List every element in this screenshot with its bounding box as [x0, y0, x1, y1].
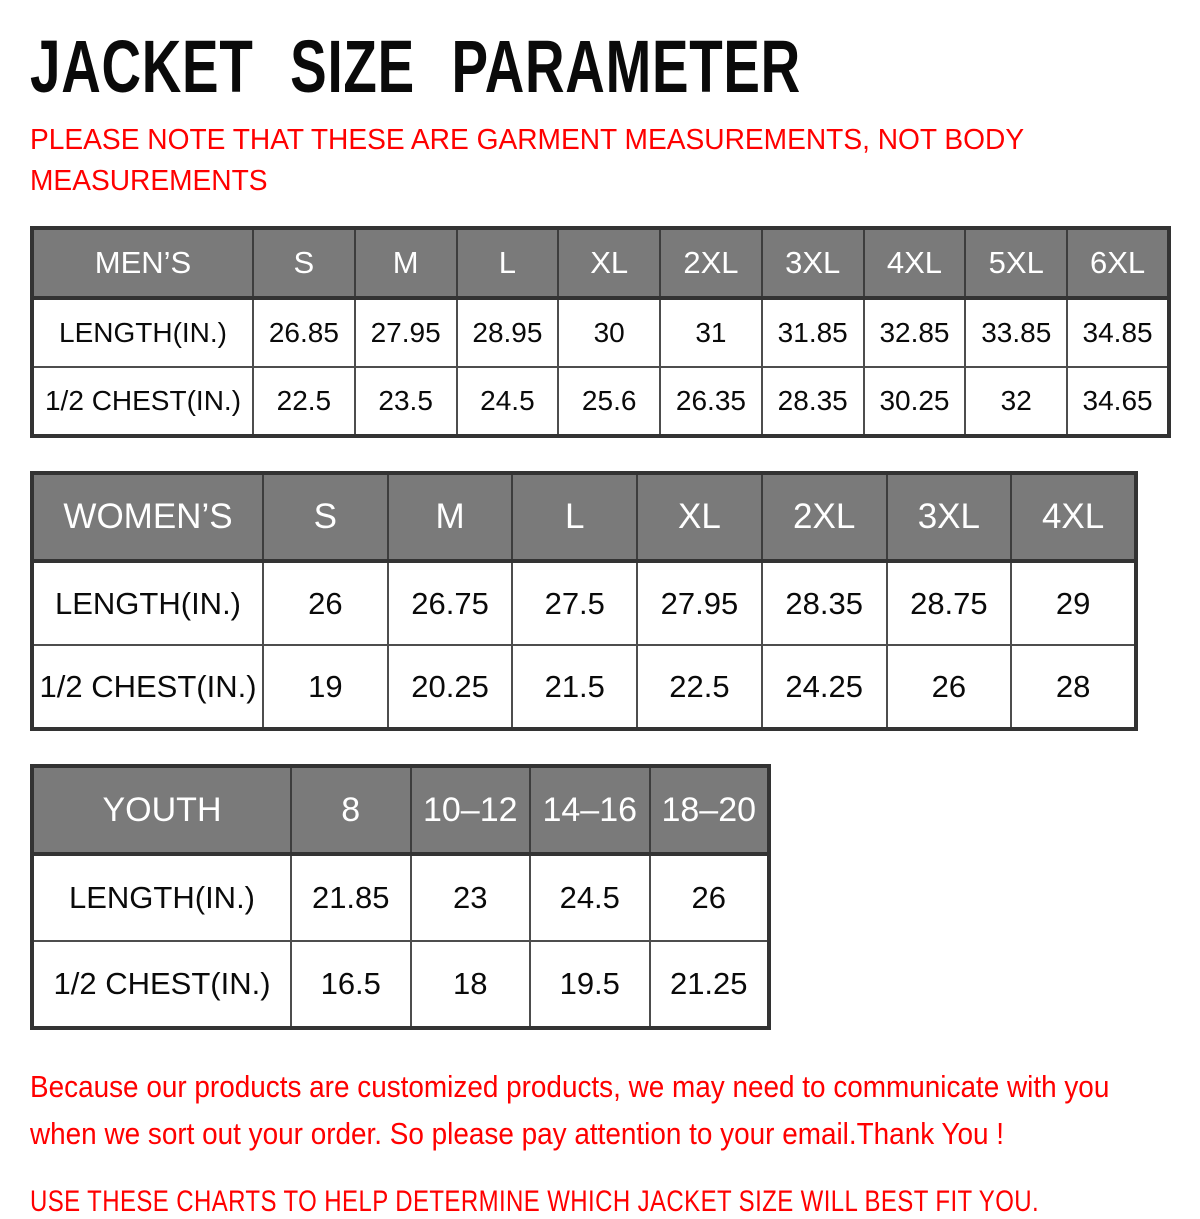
mens-row-label: 1/2 CHEST(IN.): [32, 367, 253, 436]
mens-size-header: L: [457, 228, 559, 298]
youth-measurement-value: 21.85: [291, 854, 411, 941]
mens-measurement-value: 28.35: [762, 367, 864, 436]
womens-size-header: L: [512, 473, 637, 561]
mens-size-header: S: [253, 228, 355, 298]
mens-size-header: 2XL: [660, 228, 762, 298]
youth-size-header: 14–16: [530, 766, 650, 854]
youth-measurement-value: 23: [411, 854, 531, 941]
mens-measurement-value: 34.85: [1067, 298, 1169, 367]
youth-measurement-value: 19.5: [530, 941, 650, 1028]
womens-measurement-value: 28.75: [887, 561, 1012, 645]
womens-measurement-value: 20.25: [388, 645, 513, 729]
mens-table-title: MEN’S: [32, 228, 253, 298]
womens-measurement-value: 22.5: [637, 645, 762, 729]
youth-measurement-value: 18: [411, 941, 531, 1028]
mens-measurement-value: 31: [660, 298, 762, 367]
womens-measurement-value: 26: [263, 561, 388, 645]
customization-notice-line-1: Because our products are customized products, we may need to communicate with you: [30, 1069, 1110, 1105]
youth-row-label: 1/2 CHEST(IN.): [32, 941, 291, 1028]
youth-size-header: 18–20: [650, 766, 770, 854]
page-title: JACKET SIZE PARAMETER: [30, 25, 801, 108]
womens-row-label: 1/2 CHEST(IN.): [32, 645, 263, 729]
mens-measurement-value: 32: [965, 367, 1067, 436]
womens-size-header: XL: [637, 473, 762, 561]
size-tables: [30, 226, 1200, 1030]
mens-measurement-value: 30: [558, 298, 660, 367]
mens-header-row: [32, 228, 1169, 298]
youth-table-title: YOUTH: [32, 766, 291, 854]
mens-measurement-value: 26.35: [660, 367, 762, 436]
mens-size-header: 3XL: [762, 228, 864, 298]
womens-measurement-value: 27.95: [637, 561, 762, 645]
youth-size-header: 10–12: [411, 766, 531, 854]
womens-measurement-row: [32, 645, 1136, 729]
garment-measurement-note: [30, 120, 1200, 202]
womens-row-label: LENGTH(IN.): [32, 561, 263, 645]
womens-size-header: 3XL: [887, 473, 1012, 561]
youth-size-header: 8: [291, 766, 411, 854]
womens-measurement-value: 27.5: [512, 561, 637, 645]
chart-usage-hint: USE THESE CHARTS TO HELP DETERMINE WHICH JACKET SIZE WILL BEST FIT YOU.: [30, 1184, 1040, 1218]
womens-measurement-value: 28.35: [762, 561, 887, 645]
womens-size-header: 2XL: [762, 473, 887, 561]
mens-measurement-value: 28.95: [457, 298, 559, 367]
mens-measurement-row: [32, 367, 1169, 436]
youth-measurement-row: [32, 854, 769, 941]
mens-size-header: 5XL: [965, 228, 1067, 298]
youth-measurement-value: 24.5: [530, 854, 650, 941]
mens-measurement-value: 32.85: [864, 298, 966, 367]
womens-measurement-value: 26: [887, 645, 1012, 729]
womens-size-header: 4XL: [1011, 473, 1136, 561]
womens-measurement-row: [32, 561, 1136, 645]
mens-row-label: LENGTH(IN.): [32, 298, 253, 367]
mens-measurement-value: 23.5: [355, 367, 457, 436]
womens-size-header: S: [263, 473, 388, 561]
womens-size-table: [30, 471, 1138, 731]
mens-size-table: [30, 226, 1171, 438]
womens-measurement-value: 21.5: [512, 645, 637, 729]
youth-size-table: [30, 764, 771, 1030]
womens-measurement-value: 19: [263, 645, 388, 729]
mens-measurement-value: 27.95: [355, 298, 457, 367]
note-line-1: PLEASE NOTE THAT THESE ARE GARMENT MEASUREMENTS, NOT BODY: [30, 124, 1025, 156]
youth-header-row: [32, 766, 769, 854]
womens-measurement-value: 29: [1011, 561, 1136, 645]
mens-measurement-value: 31.85: [762, 298, 864, 367]
womens-table-title: WOMEN’S: [32, 473, 263, 561]
mens-size-header: 6XL: [1067, 228, 1169, 298]
youth-measurement-value: 21.25: [650, 941, 770, 1028]
mens-measurement-value: 30.25: [864, 367, 966, 436]
note-line-2: MEASUREMENTS: [30, 165, 268, 198]
youth-measurement-value: 16.5: [291, 941, 411, 1028]
customization-notice-line-2: when we sort out your order. So please pay attention to your email.Thank You !: [30, 1116, 1004, 1152]
youth-measurement-value: 26: [650, 854, 770, 941]
womens-measurement-value: 24.25: [762, 645, 887, 729]
youth-row-label: LENGTH(IN.): [32, 854, 291, 941]
mens-measurement-value: 22.5: [253, 367, 355, 436]
customization-notice: [30, 1063, 1200, 1157]
mens-measurement-value: 24.5: [457, 367, 559, 436]
womens-measurement-value: 26.75: [388, 561, 513, 645]
youth-measurement-row: [32, 941, 769, 1028]
womens-measurement-value: 28: [1011, 645, 1136, 729]
mens-measurement-value: 25.6: [558, 367, 660, 436]
mens-size-header: M: [355, 228, 457, 298]
mens-measurement-value: 26.85: [253, 298, 355, 367]
mens-measurement-value: 33.85: [965, 298, 1067, 367]
womens-size-header: M: [388, 473, 513, 561]
mens-size-header: 4XL: [864, 228, 966, 298]
womens-header-row: [32, 473, 1136, 561]
mens-measurement-value: 34.65: [1067, 367, 1169, 436]
mens-measurement-row: [32, 298, 1169, 367]
mens-size-header: XL: [558, 228, 660, 298]
